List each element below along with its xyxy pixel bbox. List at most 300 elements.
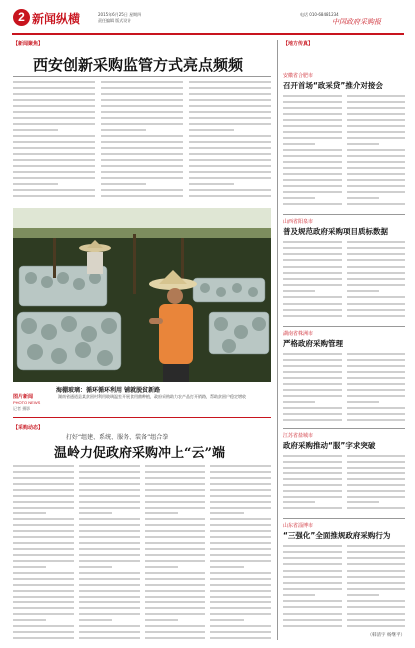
body-text-line [283,161,342,163]
body-text-line [145,613,206,615]
body-text-line [13,93,95,95]
body-text-line [79,477,140,479]
body-text-line [13,135,95,137]
body-text-line [101,135,183,137]
body-text-line [283,383,342,385]
right-divider-3 [283,428,405,429]
body-text-line [145,507,206,509]
body-text-line [210,637,271,639]
body-text-line [145,501,206,503]
body-text-line [13,483,74,485]
body-text-line [283,484,342,486]
body-text-line [145,596,206,598]
body-text-line [347,501,379,503]
body-text-line [145,524,206,526]
body-text-line [210,596,271,598]
body-text-line [189,105,271,107]
body-text-line [79,501,140,503]
body-text-line [145,471,206,473]
body-text-line [283,467,342,469]
body-text-line [79,548,140,550]
body-text-line [283,167,342,169]
body-text-line [145,495,206,497]
body-text-line [79,471,140,473]
body-text-line [283,478,342,480]
body-text-line [210,554,271,556]
body-text-line [79,584,140,586]
body-text-line [101,87,183,89]
body-text-line [347,173,406,175]
body-text-line [347,407,406,409]
body-text-line [347,619,406,621]
body-text-line [13,117,95,119]
body-text-line [347,253,406,255]
body-text-line [347,278,406,280]
body-text-line [145,631,206,633]
body-text-line [79,554,140,556]
body-text-line [13,637,74,639]
body-text-line [283,588,342,590]
body-text-line [347,401,379,403]
body-text-line [145,619,178,621]
body-text-line [79,613,140,615]
body-text-line [101,195,183,197]
body-text-line [283,197,315,199]
body-text-line [210,601,271,603]
body-text-line [101,189,183,191]
body-text-line [283,582,342,584]
body-text-line [13,530,74,532]
body-text-line [101,129,146,131]
photo-caption: 海棚玻璃：循环循环利用 铺就脱贫新路 [56,387,161,394]
body-text-line [79,542,140,544]
body-text-line [347,185,406,187]
body-text-line [101,99,183,101]
body-text-line [145,584,206,586]
body-text-line [283,191,342,193]
body-text-line [189,81,271,83]
body-text-line [145,536,206,538]
body-text-line [79,596,140,598]
section-tag-news-focus: 【新闻聚焦】 [13,41,44,47]
paper-name: 中国政府采购报 [332,18,381,26]
body-text-line [347,377,406,379]
body-text-line [13,507,74,509]
body-text-line [347,484,406,486]
body-text-line [101,147,183,149]
photo-news-title: 图片新闻 [13,394,34,400]
body-text-line [101,141,183,143]
body-text-line [347,353,406,355]
body-text-block [283,544,405,630]
body-text-line [283,253,342,255]
body-text-line [145,601,206,603]
right-article-2 [283,218,405,322]
body-text-line [283,371,342,373]
body-text-line [347,576,406,578]
photo-news-sub: PHOTO NEWS [13,400,41,405]
body-text-line [101,171,183,173]
body-text-line [283,625,342,627]
body-text-line [283,490,342,492]
body-text-line [13,141,95,143]
body-text-line [283,365,342,367]
body-text-line [347,179,406,181]
body-text-line [283,259,342,261]
body-text-line [347,259,406,261]
body-text-line [347,272,406,274]
body-text-line [210,530,271,532]
body-text-line [347,101,406,103]
body-text-line [79,489,140,491]
body-text-line [347,478,406,480]
right-article-5 [283,522,405,642]
body-text-line [145,566,178,568]
body-text-line [13,631,74,633]
body-text-line [283,241,342,243]
body-text-line [347,247,406,249]
body-text-line [145,560,206,562]
body-text-line [189,153,271,155]
body-text-line [283,155,342,157]
masthead-rule [12,33,404,35]
body-text-line [210,489,271,491]
body-text-line [145,483,206,485]
body-text-line [347,606,406,608]
body-text-line [13,584,74,586]
body-text-line [210,518,271,520]
body-text-line [347,551,406,553]
body-text-line [13,81,95,83]
body-text-line [101,117,183,119]
body-text-line [13,159,95,161]
body-text-line [189,93,271,95]
body-text-line [189,177,271,179]
body-text-line [13,548,74,550]
body-text-line [101,153,183,155]
article-2-region: 山西省阳泉市 [283,219,314,225]
right-article-1 [283,72,405,212]
body-text-line [347,613,406,615]
body-text-line [347,496,406,498]
body-text-line [145,637,206,639]
body-text-line [101,177,183,179]
body-text-line [79,560,140,562]
body-text-line [347,395,406,397]
body-text-line [283,266,342,268]
second-article-body [13,464,271,642]
body-text-line [347,563,406,565]
body-text-line [283,247,342,249]
body-text-line [13,495,74,497]
body-text-line [145,512,178,514]
body-text-line [13,613,74,615]
body-text-line [13,566,46,568]
body-text-line [13,147,95,149]
body-text-line [13,189,95,191]
body-text-line [283,389,342,391]
body-text-line [283,149,342,151]
body-text-line [189,117,271,119]
body-text-line [347,131,406,133]
contact-line: 电话 010-68481234 [300,12,339,17]
body-text-line [145,477,206,479]
body-text-line [347,161,406,163]
body-text-line [79,495,140,497]
body-text-line [347,143,379,145]
body-text-line [13,607,74,609]
body-text-line [189,183,234,185]
article-3-region: 湖南省株洲市 [283,331,314,337]
body-text-line [13,87,95,89]
body-text-line [13,625,74,627]
body-text-line [210,566,243,568]
body-text-line [79,536,140,538]
body-text-line [189,123,271,125]
body-text-line [283,507,342,509]
body-text-line [347,197,379,199]
body-text-line [347,389,406,391]
body-text-line [210,560,271,562]
body-text-line [101,165,183,167]
body-text-line [189,171,271,173]
body-text-line [13,123,95,125]
section-tag-local: 【地方传真】 [283,41,314,47]
body-text-line [283,309,342,311]
body-text-line [13,572,74,574]
right-article-4 [283,432,405,514]
body-text-line [79,524,140,526]
section-tag-procurement: 【采购动态】 [13,425,44,431]
body-text-line [210,613,271,615]
body-text-line [283,137,342,139]
date-line: 2015年6月25日 星期四 [98,12,142,17]
body-text-line [347,266,406,268]
body-text-line [283,303,342,305]
left-divider-rule [13,417,271,418]
body-text-line [283,185,342,187]
body-text-line [145,518,206,520]
headline-underline [13,76,271,77]
body-text-line [210,607,271,609]
masthead [0,0,415,38]
body-text-line [283,606,342,608]
body-text-line [283,395,342,397]
article-4-region: 江苏省盐城市 [283,433,314,439]
body-text-line [347,284,406,286]
body-text-line [347,507,406,509]
body-text-line [347,149,406,151]
body-text-line [145,578,206,580]
body-text-line [283,401,315,403]
article-5-region: 山东省淄博市 [283,523,314,529]
body-text-line [13,596,74,598]
body-text-line [283,203,342,205]
body-text-line [347,467,406,469]
body-text-line [101,123,183,125]
body-text-line [145,625,206,627]
lead-headline: 西安创新采购监管方式亮点频频 [33,56,244,74]
body-text-line [189,87,271,89]
body-text-line [145,607,206,609]
body-text-line [347,359,406,361]
body-text-line [283,179,342,181]
body-text-line [79,625,140,627]
body-text-line [347,588,406,590]
body-text-line [145,542,206,544]
body-text-line [210,495,271,497]
body-text-line [347,582,406,584]
body-text-block [283,94,405,208]
body-text-line [145,489,206,491]
body-text-line [347,490,406,492]
lead-article-body [13,80,271,200]
body-text-line [347,95,406,97]
article-1-region: 安徽省合肥市 [283,73,314,79]
body-text-line [210,477,271,479]
section-number-badge: 2 [13,9,30,26]
body-text-line [347,557,406,559]
body-text-line [283,353,342,355]
body-text-line [145,572,206,574]
body-text-line [13,489,74,491]
body-text-line [347,137,406,139]
body-text-line [347,413,406,415]
body-text-line [13,183,58,185]
body-text-line [79,483,140,485]
body-text-line [283,290,315,292]
body-text-block [283,352,405,424]
body-text-line [189,189,271,191]
photo-subcaption: 湖南省通道县某贫困村利用玻璃温室开展食用菌种植，政府采购助力农产品打开销路，帮助贫困户稳定增收 [58,394,246,399]
body-text-line [283,563,342,565]
body-text-line [347,383,406,385]
body-text-line [13,560,74,562]
body-text-line [283,113,342,115]
body-text-line [79,607,140,609]
body-text-line [79,507,140,509]
article-5-signature: （韩清宇 杨继平） [367,633,405,638]
body-text-line [79,601,140,603]
body-text-line [145,530,206,532]
photo-news-author: 记者 摄影 [13,406,31,411]
body-text-line [347,191,406,193]
body-text-block [283,240,405,320]
body-text-line [347,167,406,169]
body-text-line [79,518,140,520]
body-text-line [347,303,406,305]
body-text-line [283,496,342,498]
body-text-line [347,309,406,311]
body-text-line [283,131,342,133]
body-text-line [210,512,243,514]
body-text-line [79,631,140,633]
body-text-line [13,477,74,479]
body-text-line [189,159,271,161]
body-text-block [283,454,405,512]
body-text-line [13,177,95,179]
body-text-line [347,203,406,205]
body-text-line [13,129,58,131]
body-text-line [283,173,342,175]
body-text-line [13,195,95,197]
body-text-line [13,165,95,167]
body-text-line [283,119,342,121]
body-text-line [283,278,342,280]
body-text-line [101,81,183,83]
body-text-line [189,147,271,149]
body-text-line [210,507,271,509]
body-text-line [101,111,183,113]
body-text-line [283,600,342,602]
body-text-line [210,483,271,485]
body-text-line [210,619,243,621]
body-text-line [283,461,342,463]
body-text-line [283,125,342,127]
body-text-line [13,501,74,503]
body-text-line [210,542,271,544]
column-separator [277,40,278,640]
body-text-line [101,183,146,185]
body-text-line [347,461,406,463]
body-text-line [347,125,406,127]
body-text-line [189,141,271,143]
body-text-line [347,119,406,121]
body-text-line [101,159,183,161]
body-text-line [210,590,271,592]
body-text-line [79,572,140,574]
body-text-line [210,631,271,633]
mushroom-greenhouse-image [13,208,271,382]
body-text-line [79,619,112,621]
body-text-line [283,377,342,379]
body-text-line [189,135,271,137]
body-text-line [283,576,342,578]
body-text-line [283,284,342,286]
news-photo [13,208,271,382]
body-text-line [79,566,112,568]
body-text-line [283,557,342,559]
body-text-line [283,613,342,615]
body-text-line [210,501,271,503]
body-text-line [13,536,74,538]
body-text-line [13,518,74,520]
body-text-line [347,472,406,474]
body-text-line [79,465,140,467]
body-text-line [283,570,342,572]
body-text-line [79,530,140,532]
body-text-line [13,554,74,556]
body-text-line [189,129,234,131]
body-text-line [283,315,342,317]
body-text-line [283,95,342,97]
body-text-line [347,290,379,292]
body-text-line [13,99,95,101]
body-text-line [145,590,206,592]
article-1-title: 召开首场“政采贷”推介对接会 [283,81,383,90]
body-text-line [210,578,271,580]
body-text-line [283,594,315,596]
body-text-line [13,171,95,173]
body-text-line [145,465,206,467]
body-text-line [79,590,140,592]
article-2-title: 普及规范政府采购项目质标数据 [283,227,388,236]
body-text-line [347,241,406,243]
body-text-line [283,272,342,274]
body-text-line [145,554,206,556]
body-text-line [283,107,342,109]
article-3-title: 严格政府采购管理 [283,339,343,348]
